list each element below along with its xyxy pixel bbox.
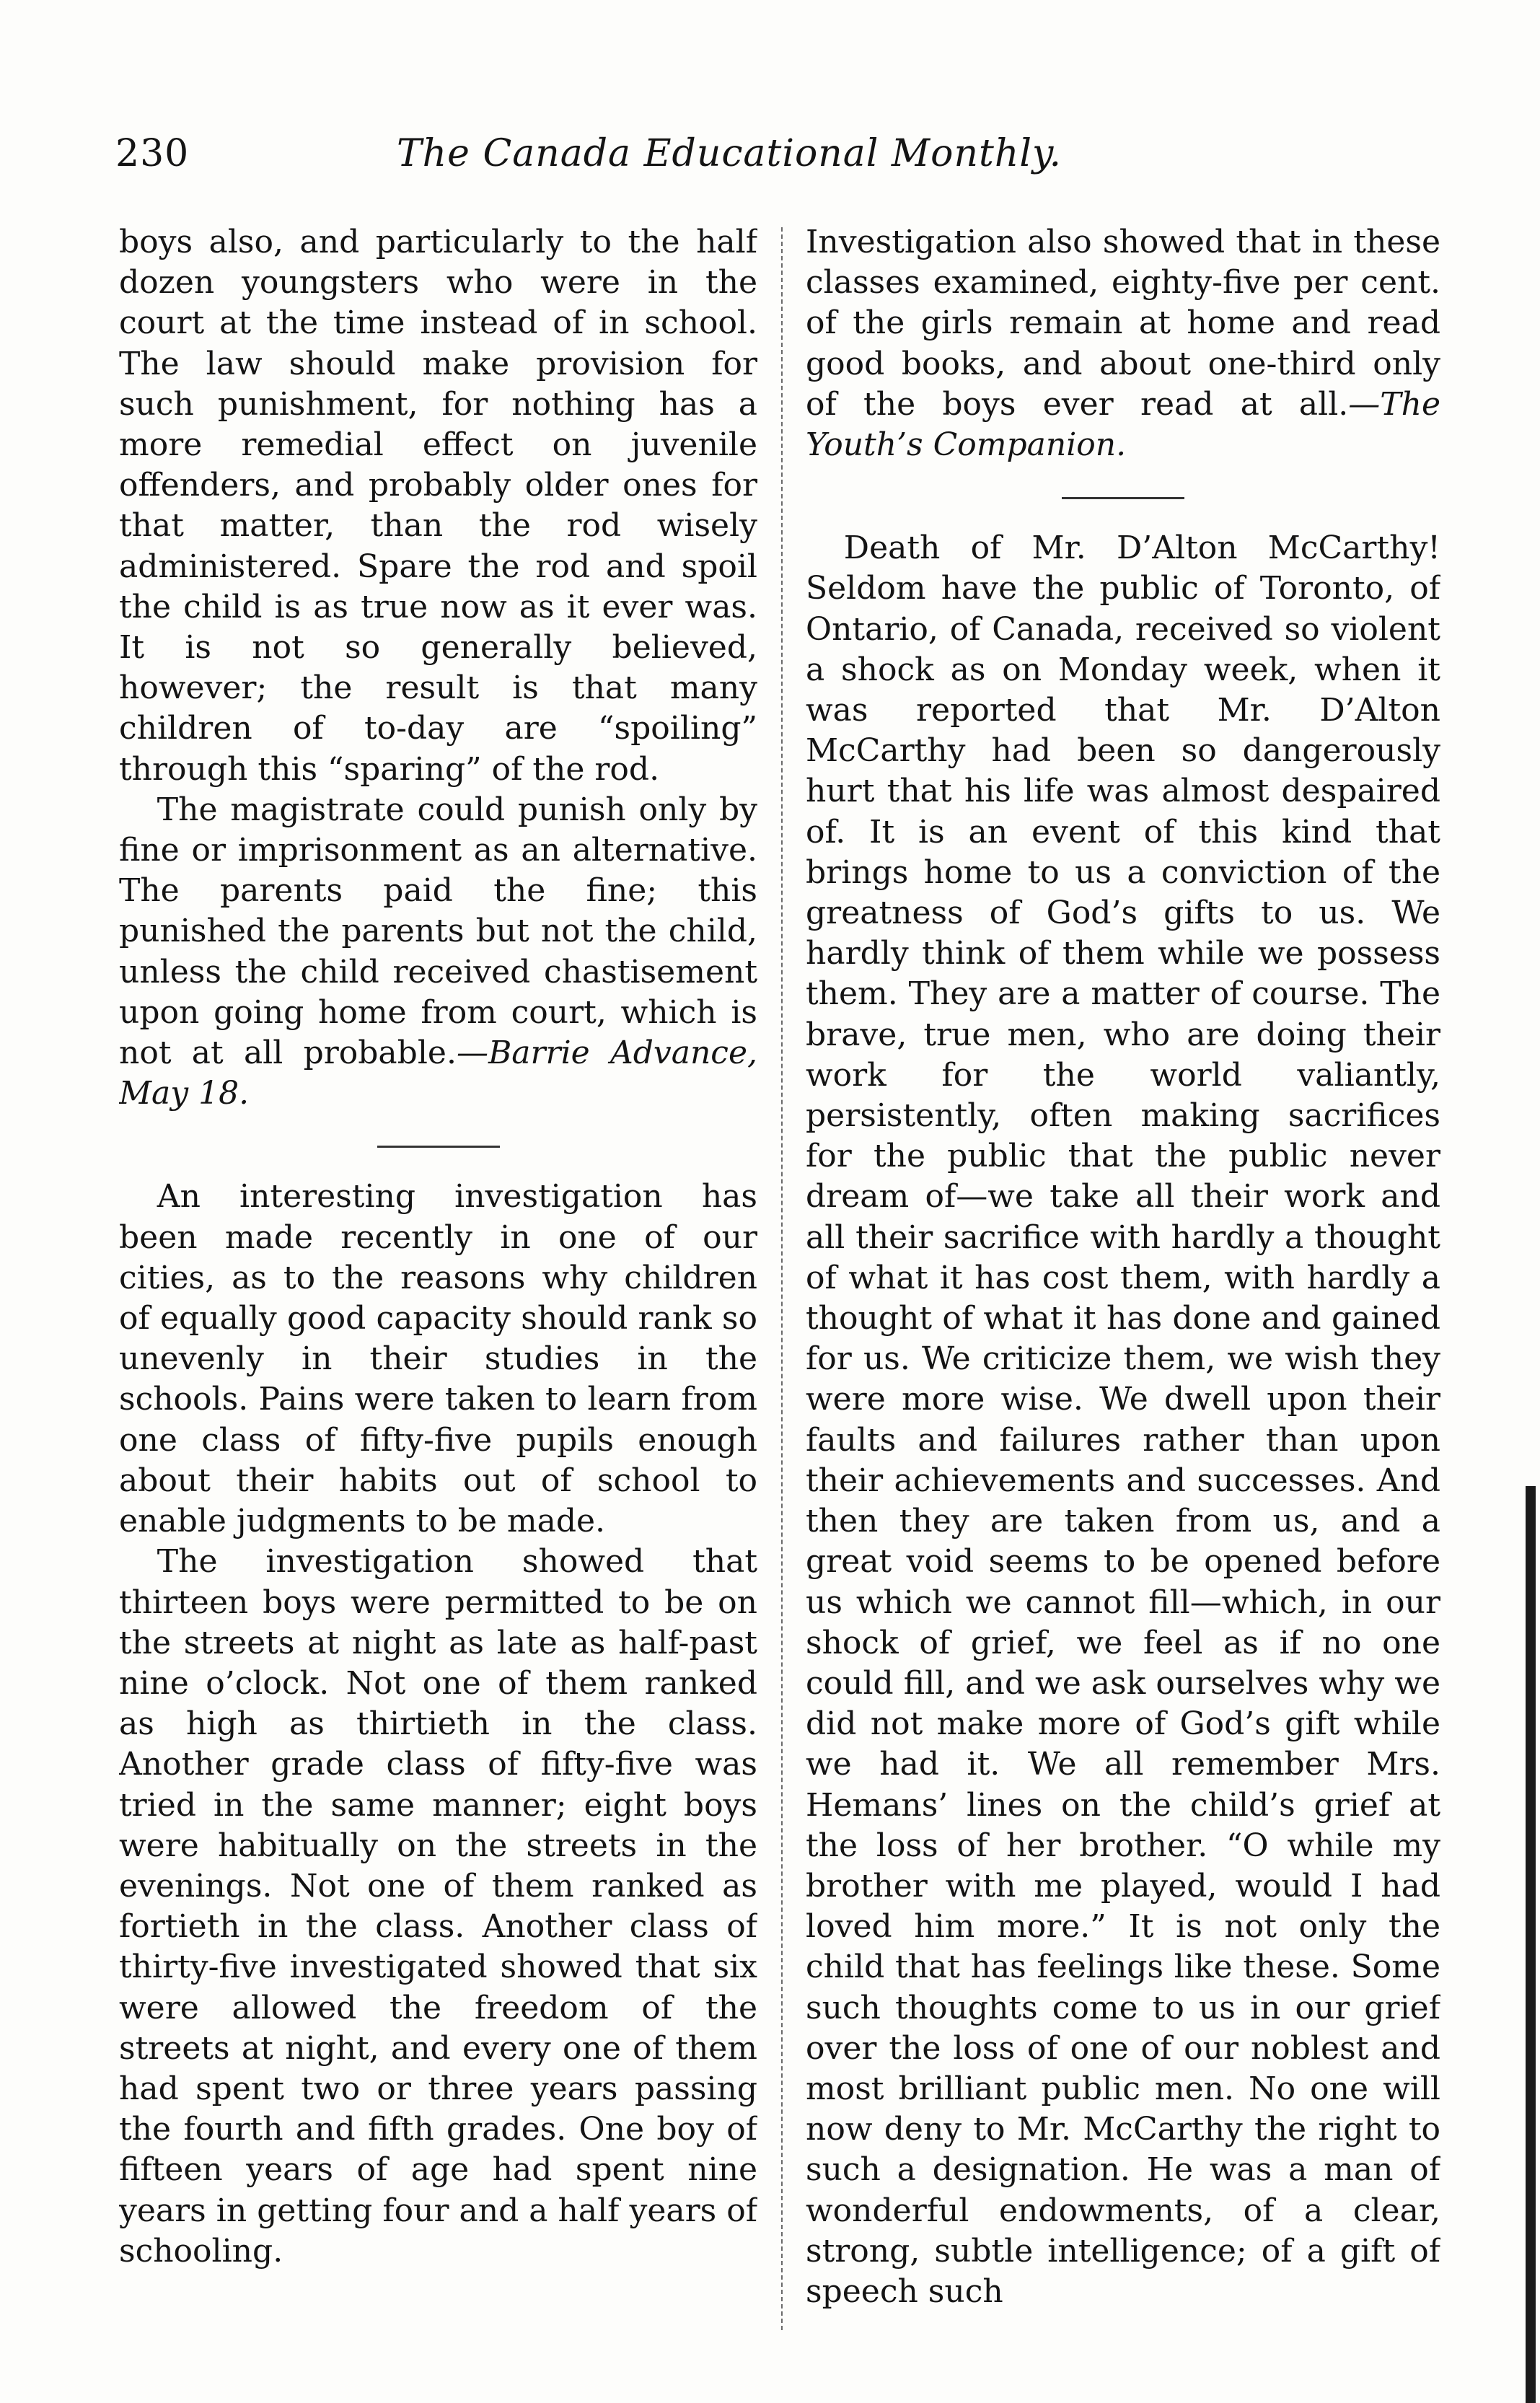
- scan-edge-shadow: [1526, 1486, 1536, 2403]
- right-column: [806, 222, 1440, 2336]
- right-paragraph-1-text: Investigation also showed that in these classes examined, eighty-five per cent. of the girls remain at home and read good books, and about one-third only of the boys ever read at all.: [806, 224, 1440, 423]
- column-divider: [781, 227, 783, 2330]
- right-paragraph-1: [806, 222, 1440, 465]
- right-paragraph-1-source: —The Youth’s Companion.: [806, 385, 1440, 464]
- right-paragraph-2: Death of Mr. D’Alton McCarthy! Seldom have the public of Toronto, of Ontario, of Canada, received so violent a shock as on Monday week, when it was reported that Mr. D’Alton McCarthy had been so dangerously hurt that his life was almost despaired of. It is an event of this kind that brings home to us a conviction of the greatness of God’s gifts to us. We hardly think of them while we possess them. They are a matter of course. The brave, true men, who are doing their work for the world valiantly, persistently, often making sacrifices for the public that the public never dream of—we take all their work and all their sacrifice with hardly a thought of what it has cost them, with hardly a thought of what it has done and gained for us. We criticize them, we wish they were more wise. We dwell upon their faults and failures rather than upon their achievements and successes. And then they are taken from us, and a great void seems to be opened before us which we cannot fill—which, in our shock of grief, we feel as if no one could fill, and we ask ourselves why we did not make more of God’s gift while we had it. We all remember Mrs. Hemans’ lines on the child’s grief at the loss of her brother. “O while my brother with me played, would I had loved him more.” It is not only the child that has feelings like these. Some such thoughts come to us in our grief over the loss of one of our noblest and most brilliant public men. No one will now deny to Mr. McCarthy the right to such a designation. He was a man of wonderful endowments, of a clear, strong, subtle intelligence; of a gift of speech such: [806, 530, 1440, 2310]
- left-paragraph-4: The investigation showed that thirteen boys were permitted to be on the streets at night as late as half-past nine o’clock. Not one of them ranked as high as thirtieth in the class. Another grade class of fifty-five was tried in the same manner; eight boys were habitually on the streets in the evenings. Not one of them ranked as fortieth in the class. Another class of thirty-five investigated showed that six were allowed the freedom of the streets at night, and every one of them had spent two or three years passing the fourth and fifth grades. One boy of fifteen years of age had spent nine years in getting four and a half years of schooling.: [119, 1543, 757, 2270]
- page-number: 230: [115, 132, 190, 175]
- left-paragraph-3: An interesting investigation has been made recently in one of our cities, as to the reasons why children of equally good capacity should rank so unevenly in their studies in the schools. Pains were taken to learn from one class of fifty-five pupils enough about their habits out of school to enable judgments to be made.: [119, 1178, 757, 1540]
- left-paragraph-2: [119, 790, 757, 1115]
- left-paragraph-2-source: —Barrie Advance, May 18.: [119, 1034, 757, 1112]
- left-column: [119, 222, 757, 2336]
- page-header: [115, 132, 1486, 197]
- running-title: The Canada Educational Monthly.: [397, 132, 1062, 175]
- left-paragraph-1: boys also, and particularly to the half dozen youngsters who were in the court at the time instead of in school. The law should make provision for such punishment, for nothing has a more remedial effect on juvenile offenders, and probably older ones for that matter, than the rod wisely administered. Spare the rod and spoil the child is as true now as it ever was. It is not so generally believed, however; the result is that many children of to-day are “spoiling” through this “sparing” of the rod.: [119, 224, 757, 788]
- left-paragraph-2-text: The magistrate could punish only by fine or imprisonment as an alternative. The parents paid the fine; this punished the parents but not the child, unless the child received chastisement upon going home from court, which is not at all probable.: [119, 791, 757, 1072]
- section-separator-right: [1062, 497, 1184, 499]
- section-separator-left: [377, 1146, 500, 1148]
